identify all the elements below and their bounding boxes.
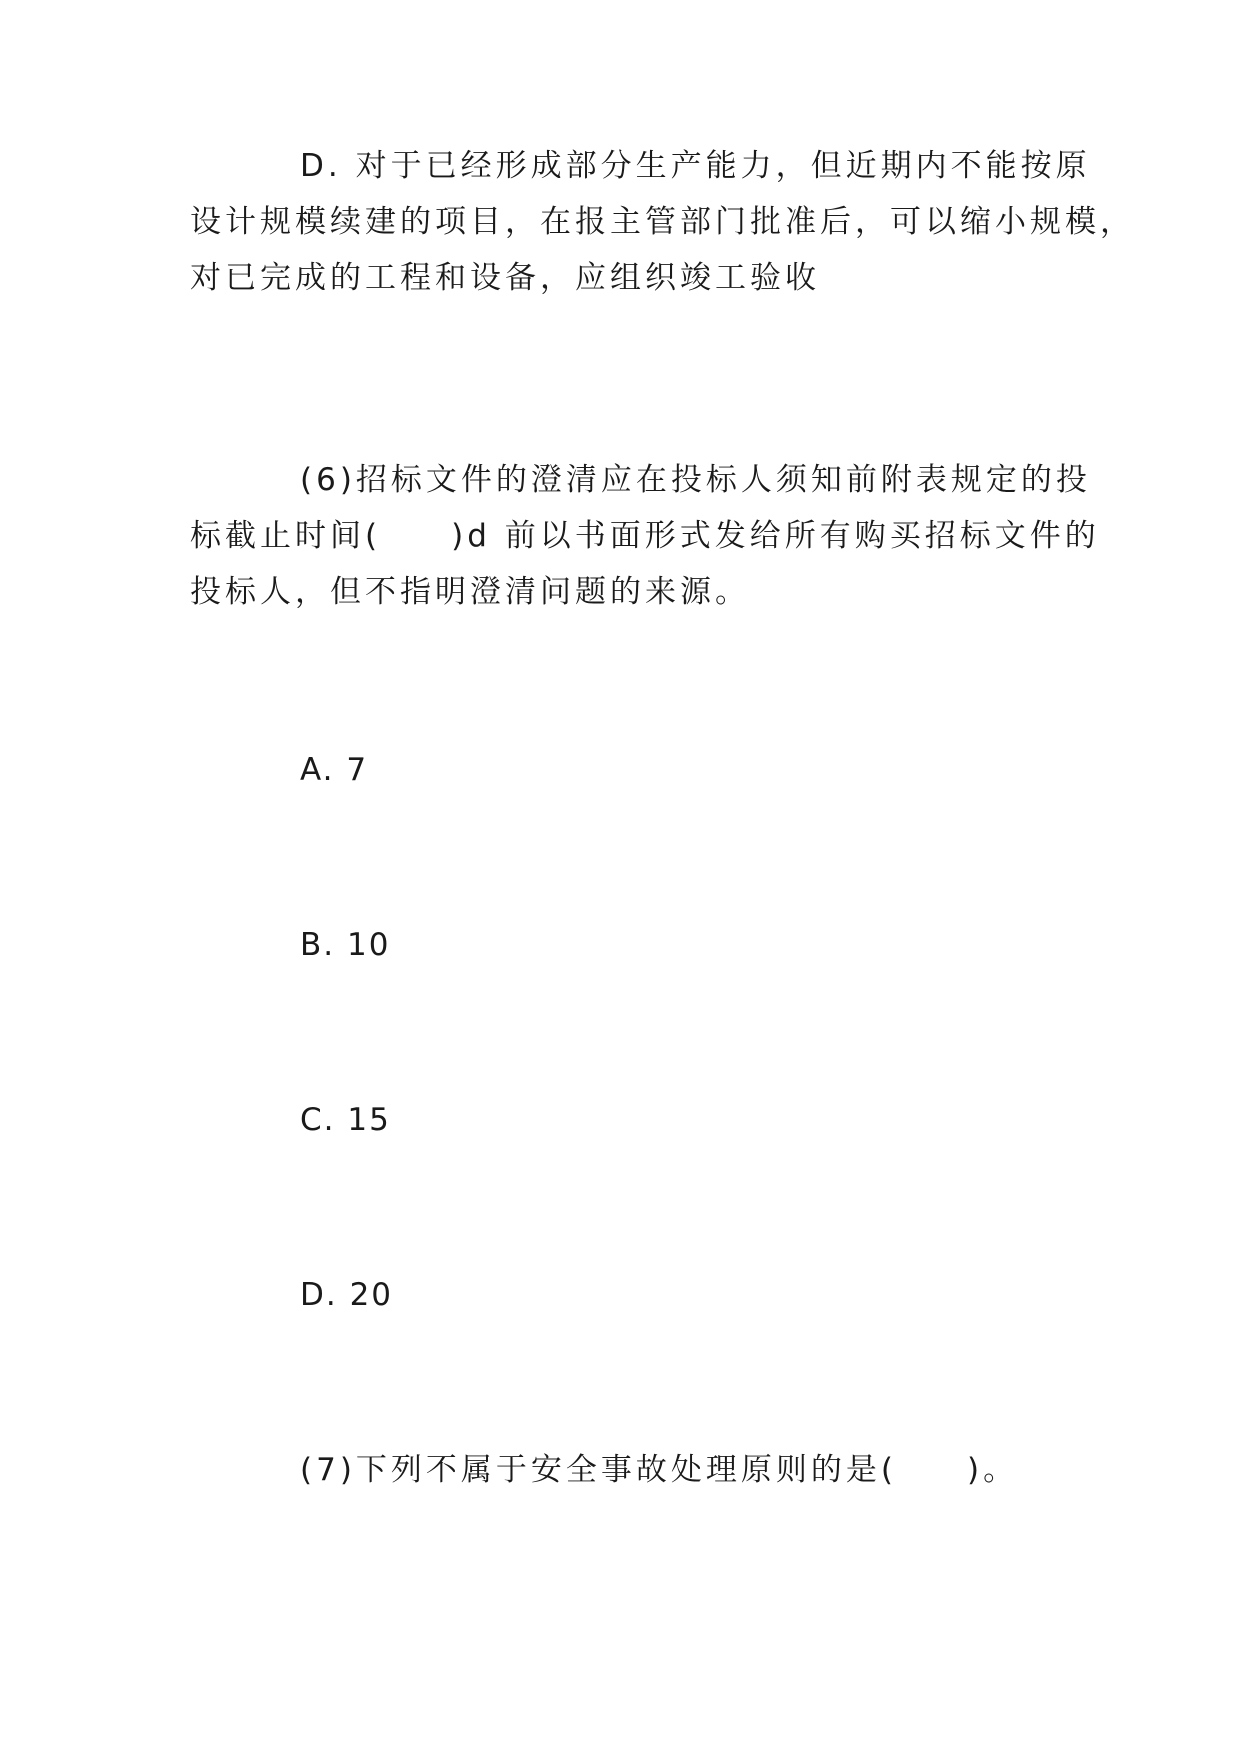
q6-option-c: C. 15 [300, 1102, 391, 1138]
q6-option-d: D. 20 [300, 1277, 394, 1313]
q5-option-d-line-1: D. 对于已经形成部分生产能力，但近期内不能按原 [300, 148, 1091, 184]
q5-option-d-line-3: 对已完成的工程和设备，应组织竣工验收 [190, 260, 820, 296]
q5-option-d-line-2: 设计规模续建的项目，在报主管部门批准后，可以缩小规模， [190, 204, 1135, 240]
q6-stem-line-1: (6)招标文件的澄清应在投标人须知前附表规定的投 [300, 462, 1091, 498]
q6-stem-line-2: 标截止时间( )d 前以书面形式发给所有购买招标文件的 [190, 518, 1100, 554]
q6-option-a: A. 7 [300, 752, 369, 788]
q6-option-b: B. 10 [300, 927, 391, 963]
q7-stem-line-1: (7)下列不属于安全事故处理原则的是( )。 [300, 1452, 1019, 1488]
q6-stem-line-3: 投标人，但不指明澄清问题的来源。 [190, 574, 750, 610]
